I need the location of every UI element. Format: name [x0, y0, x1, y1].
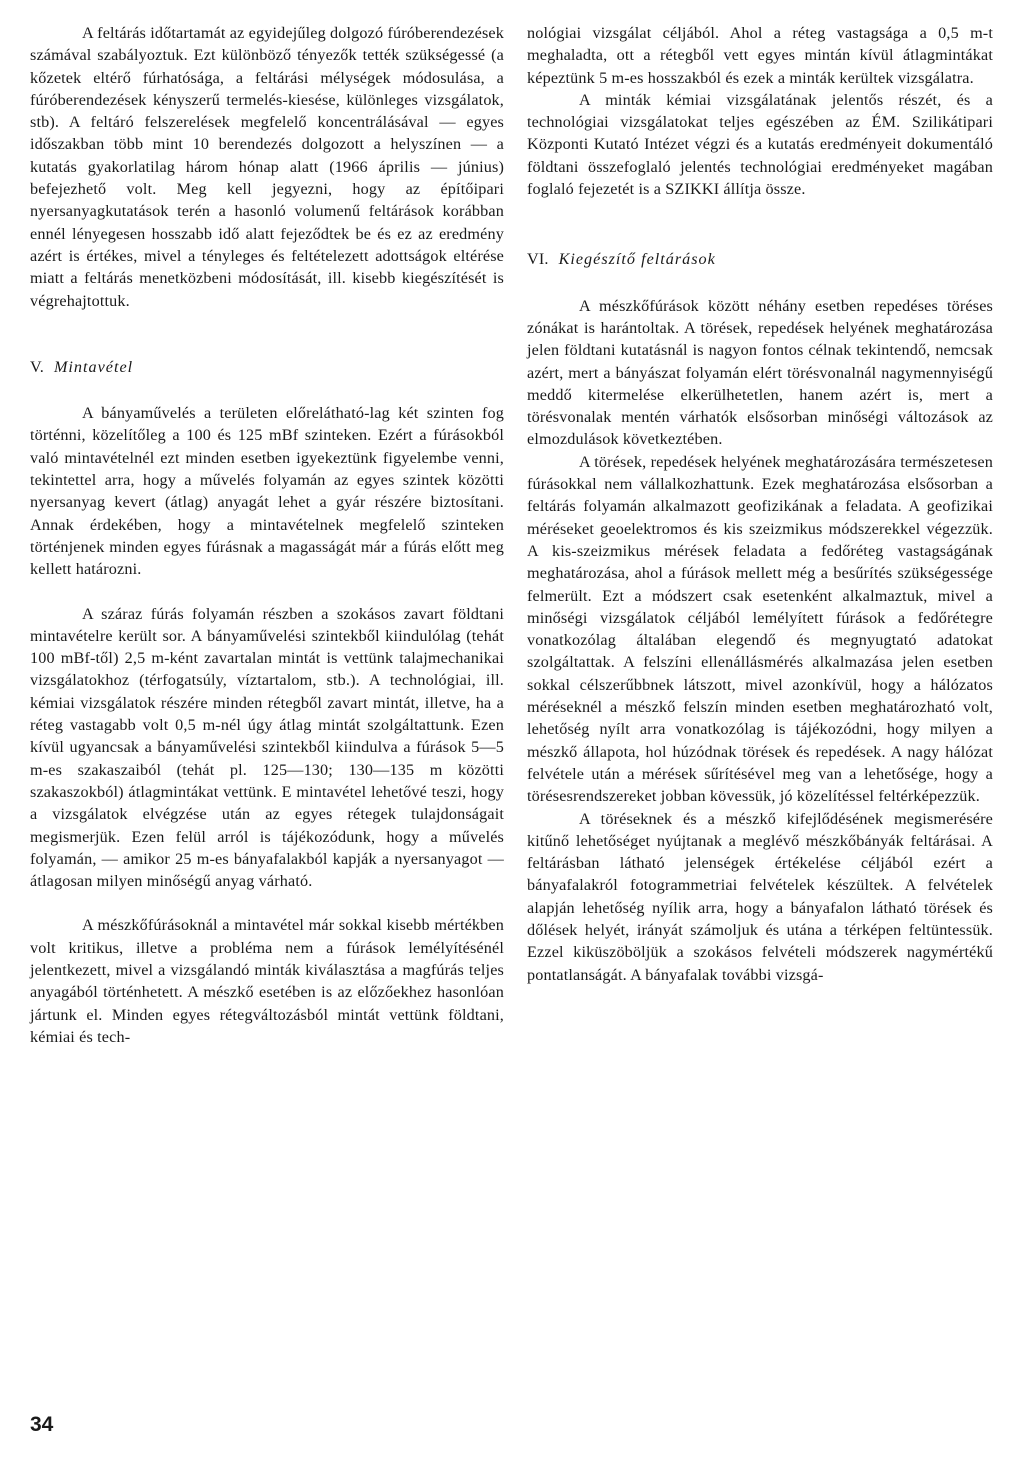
section-title: Mintavétel — [53, 357, 134, 376]
spacer — [527, 271, 993, 295]
right-column — [527, 22, 993, 986]
paragraph: A feltárás időtartamát az egyidejűleg dolgozó fúróberendezések számával szabályoztuk. Ezt különböző tényezők tették szükségessé (a kőzetek eltérő fúrhatósága, a feltárási mélységek módosulása, a fúróberendezések kényszerű termelés-kiesése, különleges vizsgálatok, stb). A feltáró felszerelések megfelelő koncentrálásával — egyes időszakban több mint 10 berendezés dolgozott a helyszínen — a kutatás gyakorlatilag három hónap alatt (1966 április — június) befejezhető volt. Meg kell jegyezni, hogy az építőipari nyersanyagkutatások terén a hasonló volumenű feltárások korábban ennél lényegesen hosszabb idő alatt fejeződtek be és ez az eredmény azért is értékes, mivel a tényleges és feltételezett adottságok eltérése miatt a feltárás menetközbeni módosítását, ill. kisebb kiegészítését is végrehajtottuk. — [30, 24, 504, 310]
section-heading-v — [30, 356, 504, 378]
paragraph: A törések, repedések helyének meghatározására természetesen fúrásokkal nem vállalkozhattunk. Ezek meghatározása elsősorban a feltárás folyamán alkalmazott geofizikának a feladata. A geofizikai méréseket geoelektromos és kis szeizmikus módszerekkel végezzük. A kis-szeizmikus mérések feladata a fedőréteg vastagságának meghatározása, ahol a fúrások mellett még a besűrítés szükségessége felmerült. Ezt a módszert csak esetenként alkalmaztuk, mivel a minőségi vizsgálatok céljából lemélyített fúrások a fedőrétegre vonatkozólag általában elegendő és megnyugtató adatokat szolgáltattak. A felszíni ellenállásmérés alkalmazása jelen esetben sokkal célszerűbbnek látszott, mivel azonkívül, hogy a hálózatos méréseknél a mészkő felszín minden esetben meghatározható volt, lehetőség nyílt arra vonatkozólag is tájékozódni, hogy milyen a mészkő állapota, hol húzódnak törések és repedések. A nagy hálózat felvétele után a mérések sűrítésével meg van a lehetősége, hogy a törésesrendszereket jobban kövessük, jó közelítéssel feltérképezzük. — [527, 452, 993, 806]
section-title: Kiegészítő feltárások — [558, 250, 716, 269]
spacer — [527, 200, 993, 248]
paragraph: A száraz fúrás folyamán részben a szokásos zavart földtani mintavételre került sor. A bányaművelési szintekből kiindulólag (tehát 100 mBf-től) 2,5 m-ként zavartalan mintát is vettünk talajmechanikai vizsgálatokhoz (térfogatsúly, víztartalom, stb.). A technológiai, ill. kémiai vizsgálatok részére minden rétegből zavart mintát, illetve, ha a réteg vastagabb volt 0,5 m-nél úgy átlag mintát szolgáltattunk. Ezen kívül ugyancsak a bányaművelési szintekből kiindulva a fúrások 5—5 m-es szakaszaiból (tehát pl. 125—130; 130—135 m közötti szakaszokból) átlagmintákat vettünk. E mintavétel lehetővé teszi, hogy a vizsgálatok elvégzése után az egyes rétegek tulajdonságait megismerjük. Ezen felül arról is tájékozódunk, hogy a művelés folyamán, — amikor 25 m-es bányafalakból kapják a nyersanyagot — átlagosan milyen minőségű anyag várható. — [30, 604, 504, 891]
section-heading-vi — [527, 248, 993, 270]
section-number: VI. — [527, 250, 549, 269]
section-number: V. — [30, 357, 44, 376]
spacer — [30, 378, 504, 402]
paragraph: A töréseknek és a mészkő kifejlődésének megismerésére kitűnő lehetőséget nyújtanak a meglévő mészkőbányák feltárásai. A feltárásban látható jelenségek értékelése céljából ezért a bányafalakról fotogrammetriai felvételek készültek. A felvételek alapján lehetőség nyílik arra, hogy a bányafalon látható törések és dőlések helyét, irányát számoljuk és utána a térképen feltüntessük. Ezzel kiküszöböljük a szokásos felvételi módszerek nagymértékű pontatlanságát. A bányafalak további vizsgá- — [527, 809, 993, 984]
paragraph: A minták kémiai vizsgálatának jelentős részét, és a technológiai vizsgálatokat teljes egészében az ÉM. Szilikátipari Központi Kutató Intézet végzi és a kutatás eredményeit dokumentáló földtani összefoglaló jelentés technológiai eredményeket magában foglaló fejezetét is a SZIKKI állítja össze. — [527, 90, 993, 199]
spacer — [30, 312, 504, 356]
paragraph: A mészkőfúrásoknál a mintavétel már sokkal kisebb mértékben volt kritikus, illetve a probléma nem a fúrások lemélyítésénél jelentkezett, mivel a vizsgálandó minták kiválasztása a magfúrás teljes anyagából történhetett. A mészkő esetében is az előzőekhez hasonlóan jártunk el. Minden egyes rétegváltozásból mintát vettünk földtani, kémiai és tech- — [30, 916, 504, 1046]
paragraph: nológiai vizsgálat céljából. Ahol a réteg vastagsága a 0,5 m-t meghaladta, ott a rétegből vett egyes mintán kívül átlagmintákat képeztünk 5 m-es hosszakból és ezek a minták kerültek vizsgálatra. — [527, 24, 993, 87]
page-number: 34 — [30, 1413, 54, 1436]
paragraph: A bányaművelés a területen előrelátható-lag két szinten fog történni, közelítőleg a 100 és 125 mBf szinteken. Ezért a fúrásokból való mintavételnél ezt minden esetben igyekeztünk figyelembe venni, tekintettel arra, hogy a művelés folyamán az egyes szintek közötti nyersanyag kevert (átlag) anyagát lehet a gyár részére biztosítani. Annak érdekében, hogy a mintavételnek megfelelő szinteken történjenek minden egyes fúrásnak a magasságát már a fúrás előtt meg kellett határozni. — [30, 404, 504, 579]
left-column — [30, 22, 504, 1048]
paragraph: A mészkőfúrások között néhány esetben repedéses töréses zónákat is harántoltak. A törések, repedések helyének meghatározása jelen földtani kutatásnál is nagyon fontos célnak tekintendő, nemcsak azért, mert a bányászat folyamán elért törésvonalnál nagymennyiségű meddő kitermelése elkerülhetetlen, hanem azért is, mert a törésvonalak mentén várhatók elsősorban minőségi változások az elmozdulások következtében. — [527, 296, 993, 449]
